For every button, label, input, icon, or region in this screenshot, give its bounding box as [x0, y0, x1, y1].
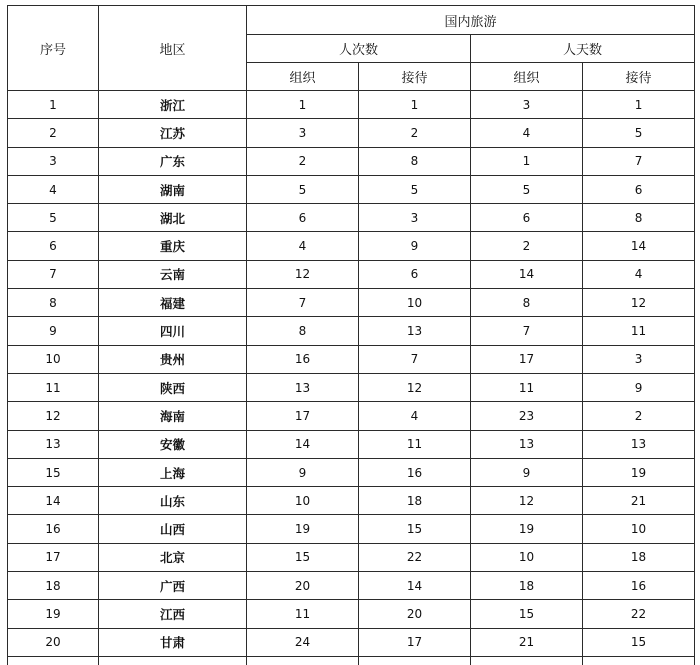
region-cell: 广东: [99, 147, 247, 175]
trips-organize-cell: 1: [247, 91, 359, 119]
ranking-table: [7, 5, 695, 665]
trips-organize-cell: 12: [247, 260, 359, 288]
header-seq: 序号: [8, 6, 99, 91]
table-row: [8, 119, 695, 147]
region-cell: 湖北: [99, 204, 247, 232]
seq-cell: 6: [8, 232, 99, 260]
trips-organize-cell: 15: [247, 543, 359, 571]
region-cell: 安徽: [99, 430, 247, 458]
days-organize-cell: 15: [471, 600, 583, 628]
days-organize-cell: 13: [471, 430, 583, 458]
table-row: [8, 232, 695, 260]
days-receive-cell: 13: [583, 430, 695, 458]
seq-cell: 19: [8, 600, 99, 628]
header-trips-receive: 接待: [359, 63, 471, 91]
table-row: [8, 373, 695, 401]
trips-receive-cell: 5: [359, 175, 471, 203]
days-organize-cell: 10: [471, 543, 583, 571]
seq-cell: 7: [8, 260, 99, 288]
trips-receive-cell: 18: [359, 487, 471, 515]
trips-receive-cell: 22: [359, 543, 471, 571]
trips-receive-cell: 12: [359, 373, 471, 401]
table-body: [8, 91, 695, 665]
seq-cell: 8: [8, 289, 99, 317]
trips-organize-cell: 4: [247, 232, 359, 260]
trips-organize-cell: 2: [247, 147, 359, 175]
table-row: [8, 147, 695, 175]
days-receive-cell: 14: [583, 232, 695, 260]
table-row: [8, 204, 695, 232]
region-cell: 湖南: [99, 175, 247, 203]
days-organize-cell: 17: [471, 345, 583, 373]
region-cell: 浙江: [99, 91, 247, 119]
seq-cell: 17: [8, 543, 99, 571]
trips-receive-cell: 17: [359, 628, 471, 656]
trips-receive-cell: 2: [359, 119, 471, 147]
days-receive-cell: 2: [583, 402, 695, 430]
table-row: [8, 289, 695, 317]
trips-receive-cell: 11: [359, 430, 471, 458]
trips-receive-cell: 8: [359, 147, 471, 175]
region-cell: 北京: [99, 543, 247, 571]
days-receive-cell: 10: [583, 515, 695, 543]
header-days-receive: 接待: [583, 63, 695, 91]
seq-cell: 16: [8, 515, 99, 543]
empty-cell: [583, 656, 695, 665]
days-organize-cell: 19: [471, 515, 583, 543]
days-receive-cell: 8: [583, 204, 695, 232]
days-receive-cell: 7: [583, 147, 695, 175]
trips-receive-cell: 6: [359, 260, 471, 288]
seq-cell: 13: [8, 430, 99, 458]
trips-organize-cell: 16: [247, 345, 359, 373]
trips-receive-cell: 9: [359, 232, 471, 260]
days-receive-cell: 11: [583, 317, 695, 345]
days-receive-cell: 15: [583, 628, 695, 656]
days-organize-cell: 23: [471, 402, 583, 430]
days-organize-cell: 4: [471, 119, 583, 147]
trips-receive-cell: 15: [359, 515, 471, 543]
days-receive-cell: 18: [583, 543, 695, 571]
seq-cell: 11: [8, 373, 99, 401]
region-cell: 广西: [99, 572, 247, 600]
days-receive-cell: 19: [583, 458, 695, 486]
days-organize-cell: 7: [471, 317, 583, 345]
trips-receive-cell: 14: [359, 572, 471, 600]
region-cell: 陕西: [99, 373, 247, 401]
trips-organize-cell: 19: [247, 515, 359, 543]
region-cell: 贵州: [99, 345, 247, 373]
table-row-cut-off: [8, 656, 695, 665]
trips-organize-cell: 7: [247, 289, 359, 317]
trips-receive-cell: 4: [359, 402, 471, 430]
empty-cell: [359, 656, 471, 665]
table-row: [8, 345, 695, 373]
trips-receive-cell: 20: [359, 600, 471, 628]
table-row: [8, 628, 695, 656]
trips-organize-cell: 13: [247, 373, 359, 401]
trips-organize-cell: 14: [247, 430, 359, 458]
days-receive-cell: 1: [583, 91, 695, 119]
trips-receive-cell: 3: [359, 204, 471, 232]
header-days: 人天数: [471, 35, 695, 63]
trips-organize-cell: 24: [247, 628, 359, 656]
seq-cell: 14: [8, 487, 99, 515]
days-organize-cell: 2: [471, 232, 583, 260]
header-trips-organize: 组织: [247, 63, 359, 91]
days-receive-cell: 6: [583, 175, 695, 203]
region-cell: 四川: [99, 317, 247, 345]
days-organize-cell: 8: [471, 289, 583, 317]
table-row: [8, 487, 695, 515]
header-domestic-tourism: 国内旅游: [247, 6, 695, 35]
trips-receive-cell: 13: [359, 317, 471, 345]
seq-cell: 12: [8, 402, 99, 430]
days-organize-cell: 9: [471, 458, 583, 486]
days-receive-cell: 4: [583, 260, 695, 288]
seq-cell: 2: [8, 119, 99, 147]
region-cell: 江苏: [99, 119, 247, 147]
table-row: [8, 515, 695, 543]
trips-organize-cell: 17: [247, 402, 359, 430]
days-organize-cell: 14: [471, 260, 583, 288]
header-trips: 人次数: [247, 35, 471, 63]
header-days-organize: 组织: [471, 63, 583, 91]
seq-cell: 1: [8, 91, 99, 119]
empty-cell: [99, 656, 247, 665]
empty-cell: [247, 656, 359, 665]
trips-receive-cell: 10: [359, 289, 471, 317]
region-cell: 江西: [99, 600, 247, 628]
table-row: [8, 317, 695, 345]
seq-cell: 18: [8, 572, 99, 600]
days-receive-cell: 21: [583, 487, 695, 515]
seq-cell: 20: [8, 628, 99, 656]
trips-receive-cell: 16: [359, 458, 471, 486]
table-row: [8, 430, 695, 458]
region-cell: 重庆: [99, 232, 247, 260]
days-organize-cell: 18: [471, 572, 583, 600]
trips-organize-cell: 3: [247, 119, 359, 147]
days-organize-cell: 5: [471, 175, 583, 203]
trips-organize-cell: 20: [247, 572, 359, 600]
seq-cell: 3: [8, 147, 99, 175]
days-organize-cell: 1: [471, 147, 583, 175]
region-cell: 上海: [99, 458, 247, 486]
trips-organize-cell: 5: [247, 175, 359, 203]
table-row: [8, 600, 695, 628]
table-row: [8, 175, 695, 203]
days-receive-cell: 5: [583, 119, 695, 147]
days-receive-cell: 22: [583, 600, 695, 628]
days-organize-cell: 12: [471, 487, 583, 515]
region-cell: 山西: [99, 515, 247, 543]
seq-cell: 4: [8, 175, 99, 203]
days-receive-cell: 16: [583, 572, 695, 600]
region-cell: 海南: [99, 402, 247, 430]
table-row: [8, 260, 695, 288]
seq-cell: 5: [8, 204, 99, 232]
trips-organize-cell: 11: [247, 600, 359, 628]
seq-cell: 10: [8, 345, 99, 373]
seq-cell: 9: [8, 317, 99, 345]
days-organize-cell: 11: [471, 373, 583, 401]
table-row: [8, 458, 695, 486]
days-organize-cell: 3: [471, 91, 583, 119]
table-row: [8, 543, 695, 571]
trips-receive-cell: 1: [359, 91, 471, 119]
days-receive-cell: 3: [583, 345, 695, 373]
empty-cell: [471, 656, 583, 665]
trips-organize-cell: 6: [247, 204, 359, 232]
days-receive-cell: 9: [583, 373, 695, 401]
table-row: [8, 402, 695, 430]
region-cell: 山东: [99, 487, 247, 515]
header-region: 地区: [99, 6, 247, 91]
region-cell: 云南: [99, 260, 247, 288]
days-organize-cell: 21: [471, 628, 583, 656]
table-row: [8, 91, 695, 119]
trips-organize-cell: 10: [247, 487, 359, 515]
region-cell: 福建: [99, 289, 247, 317]
trips-receive-cell: 7: [359, 345, 471, 373]
days-receive-cell: 12: [583, 289, 695, 317]
trips-organize-cell: 9: [247, 458, 359, 486]
seq-cell: 15: [8, 458, 99, 486]
trips-organize-cell: 8: [247, 317, 359, 345]
table-row: [8, 572, 695, 600]
days-organize-cell: 6: [471, 204, 583, 232]
empty-cell: [8, 656, 99, 665]
region-cell: 甘肃: [99, 628, 247, 656]
